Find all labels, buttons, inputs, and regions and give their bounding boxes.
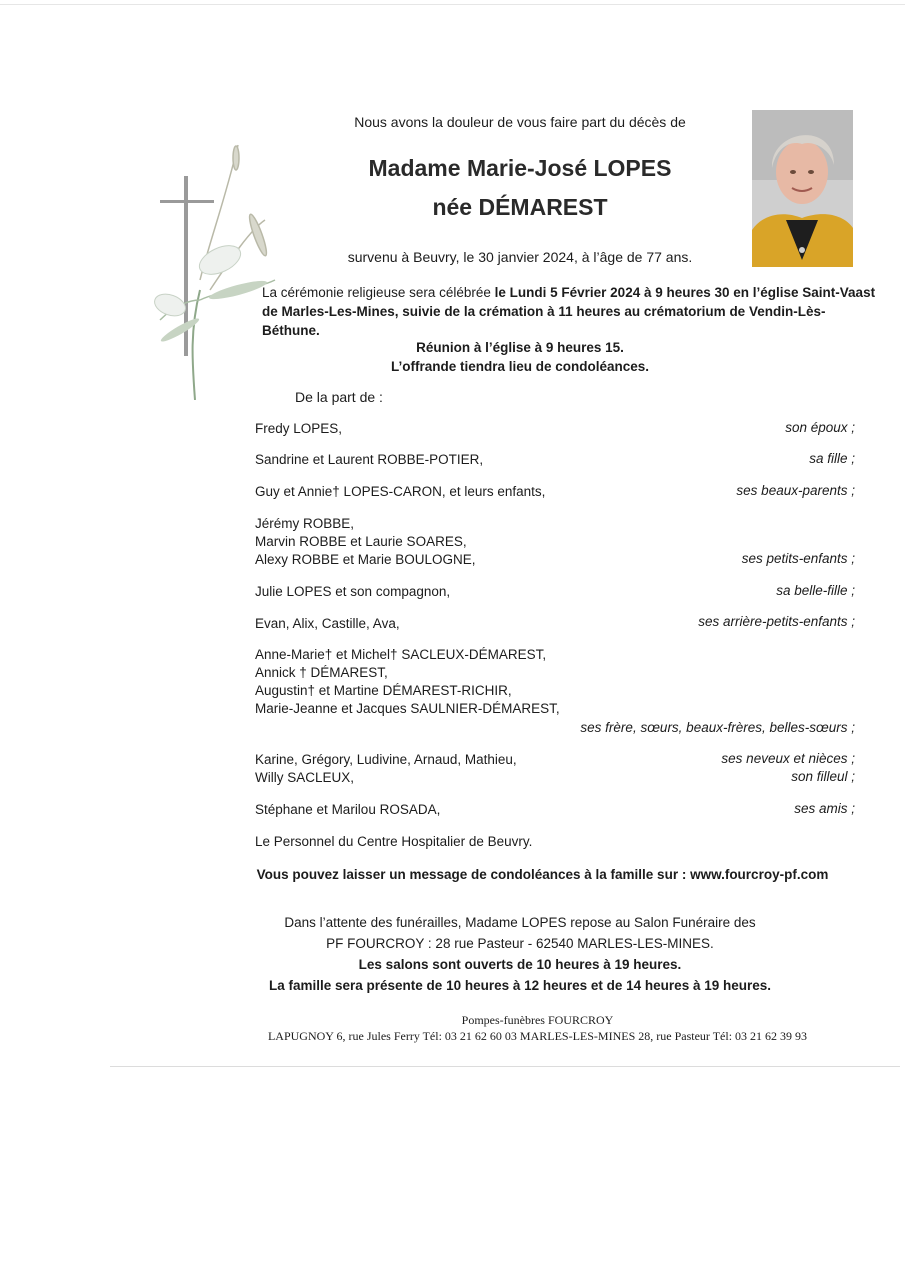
family-names: Fredy LOPES, — [255, 421, 343, 436]
intro-text: Nous avons la douleur de vous faire part du décès de — [354, 114, 686, 130]
offering-note: L’offrande tiendra lieu de condoléances. — [390, 359, 650, 374]
deceased-name: Madame Marie-José LOPES — [368, 155, 672, 181]
ceremony-prefix: La cérémonie religieuse sera célébrée — [262, 285, 495, 300]
family-relation: ses arrière-petits-enfants ; — [698, 614, 855, 629]
family-name-line: Alexy ROBBE et Marie BOULOGNE, — [255, 552, 476, 567]
family-names: Guy et Annie† LOPES-CARON, et leurs enfants, — [255, 484, 546, 499]
gathering-time: Réunion à l’église à 9 heures 15. — [416, 340, 624, 355]
gathering-info — [300, 338, 740, 376]
family-relation: sa fille ; — [809, 451, 855, 466]
family-name-line: Karine, Grégory, Ludivine, Arnaud, Mathieu, — [255, 752, 517, 767]
family-name-line: Willy SACLEUX, — [255, 770, 355, 785]
family-name-line: Augustin† et Martine DÉMAREST-RICHIR, — [255, 683, 512, 698]
family-relation: son époux ; — [785, 420, 855, 435]
ceremony-text — [262, 283, 882, 340]
family-relation-line: son filleul ; — [791, 769, 855, 784]
footer-addresses: LAPUGNOY 6, rue Jules Ferry Tél: 03 21 62 60 03 MARLES-LES-MINES 28, rue Pasteur Tél: 03 21 62 39 93 — [267, 1029, 808, 1043]
footer-company: Pompes-funèbres FOURCROY — [461, 1013, 614, 1027]
footer — [200, 1012, 875, 1044]
maiden-name: née DÉMAREST — [432, 194, 608, 220]
funeral-home-address: PF FOURCROY : 28 rue Pasteur - 62540 MARLES-LES-MINES. — [326, 936, 714, 951]
family-name-line: Anne-Marie† et Michel† SACLEUX-DÉMAREST, — [255, 647, 547, 662]
family-names: Evan, Alix, Castille, Ava, — [255, 616, 400, 631]
family-relation: ses petits-enfants ; — [741, 551, 855, 566]
family-names: Stéphane et Marilou ROSADA, — [255, 802, 441, 817]
family-names: Sandrine et Laurent ROBBE-POTIER, — [255, 452, 484, 467]
funeral-home-line: Dans l’attente des funérailles, Madame LOPES repose au Salon Funéraire des — [284, 915, 756, 930]
condolence-website-message: Vous pouvez laisser un message de condoléances à la famille sur : www.fourcroy-pf.com — [256, 867, 829, 882]
family-name-line: Marie-Jeanne et Jacques SAULNIER-DÉMAREST, — [255, 701, 560, 716]
death-notice: survenu à Beuvry, le 30 janvier 2024, à l’âge de 77 ans. — [347, 249, 693, 265]
family-presence-hours: La famille sera présente de 10 heures à 12 heures et de 14 heures à 19 heures. — [268, 978, 771, 993]
family-relation — [495, 750, 855, 786]
family-relation: sa belle-fille ; — [776, 583, 855, 598]
family-name-line: Jérémy ROBBE, — [255, 516, 355, 531]
from-label: De la part de : — [295, 389, 383, 405]
family-names — [255, 646, 635, 718]
portrait-photo — [752, 110, 853, 267]
scan-edge-top — [0, 4, 905, 5]
family-name-line: Marvin ROBBE et Laurie SOARES, — [255, 534, 467, 549]
family-relation: ses beaux-parents ; — [736, 483, 855, 498]
ceremony-details: le Lundi 5 Février 2024 à 9 heures 30 en l’église Saint-Vaast de Marles-Les-Mines, suivie de la crémation à 11 heures au crématorium de Vendin-Lès-Béthune. — [262, 285, 876, 338]
family-relation-line: ses neveux et nièces ; — [721, 751, 855, 766]
scan-edge-bottom — [110, 1066, 900, 1067]
family-relation: ses amis ; — [794, 801, 855, 816]
family-relation: ses frère, sœurs, beaux-frères, belles-sœurs ; — [580, 720, 855, 735]
family-name-line: Annick † DÉMAREST, — [255, 665, 388, 680]
funeral-home-info — [200, 912, 840, 996]
lily-icon — [152, 240, 275, 400]
salon-hours: Les salons sont ouverts de 10 heures à 19 heures. — [358, 957, 682, 972]
family-names: Julie LOPES et son compagnon, — [255, 584, 451, 599]
cross-lily-decoration — [140, 140, 280, 400]
family-names: Le Personnel du Centre Hospitalier de Beuvry. — [255, 834, 533, 849]
